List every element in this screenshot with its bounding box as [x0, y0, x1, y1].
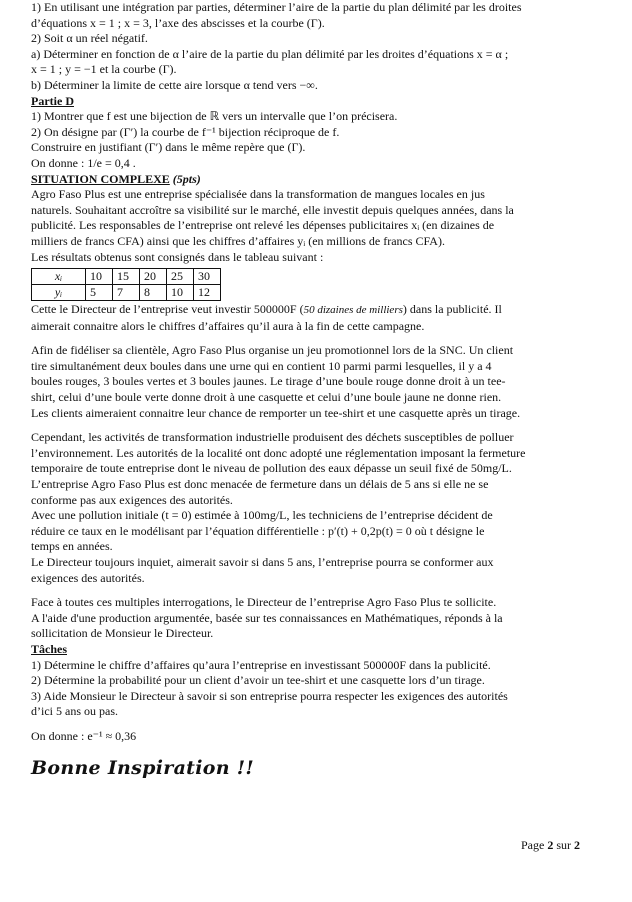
table-cell: 20 [140, 269, 167, 285]
page-of: sur [553, 838, 574, 852]
text-line: A l'aide d'une production argumentée, basée sur tes connaissances en Mathématiques, réponds à la [31, 610, 503, 625]
intro-section [31, 0, 579, 94]
table-row-label: yᵢ [32, 285, 86, 301]
taches-section [31, 642, 579, 745]
text-line: 1) En utilisant une intégration par parties, déterminer l’aire de la partie du plan délimité par les droites [31, 0, 522, 14]
text-line: réduire ce taux en le modélisant par l’équation différentielle : p′(t) + 0,2p(t) = 0 où t désigne le [31, 523, 485, 538]
text-line: Avec une pollution initiale (t = 0) estimée à 100mg/L, les techniciens de l’entreprise décident de [31, 508, 493, 523]
text-line: publicité. Les responsables de l’entreprise ont relevé les dépenses publicitaires xᵢ (en dizaines de [31, 218, 495, 233]
table-row-label: xᵢ [32, 269, 86, 285]
partie-d-heading: Partie D [31, 93, 74, 108]
text-line: 1) Montrer que f est une bijection de ℝ vers un intervalle que l’on précisera. [31, 109, 398, 124]
text-line: 2) Soit α un réel négatif. [31, 31, 148, 46]
text-line: conforme pas aux exigences des autorités. [31, 492, 233, 507]
text-line: shirt, celui d’une boule verte donne droit à une casquette et celui d’une boule jaune ne donne rien. [31, 390, 502, 405]
data-table [31, 268, 221, 301]
text-line: Les résultats obtenus sont consignés dans le tableau suivant : [31, 249, 324, 264]
text-line: naturels. Souhaitant accroître sa visibilité sur le marché, elle investit depuis quelques années, dans la [31, 202, 514, 217]
text-line: 2) Détermine la probabilité pour un client d’avoir un tee-shirt et une casquette lors d’un tirage. [31, 673, 485, 688]
text-line: d’équations x = 1 ; x = 3, l’axe des abscisses et la courbe (Γ). [31, 15, 325, 30]
text-span: ) dans la publicité. Il [402, 302, 502, 317]
taches-heading: Tâches [31, 641, 67, 656]
given-prefix: On donne : [31, 155, 88, 170]
text-line: 2) On désigne par (Γ′) la courbe de f⁻¹ bijection réciproque de f. [31, 124, 340, 139]
situation-title: SITUATION COMPLEXE [31, 171, 170, 186]
text-line: milliers de francs CFA) ainsi que les chiffres d’affaires yᵢ (en millions de francs CFA). [31, 233, 445, 248]
text-line: d’ici 5 ans ou pas. [31, 704, 118, 719]
partie-d-section [31, 94, 579, 172]
text-line: sollicitation de Monsieur le Directeur. [31, 626, 214, 641]
text-line [31, 302, 579, 319]
closing-signature: Bonne Inspiration !! [31, 756, 255, 779]
text-line: tire simultanément deux boules dans une urne qui en contient 10 parmi parmi lesquelles, il y a 4 [31, 358, 492, 373]
given-line [31, 156, 579, 172]
text-line: boules rouges, 3 boules vertes et 3 boules jaunes. Le tirage d’une boule rouge donne droit à un tee- [31, 374, 506, 389]
text-line: Le Directeur toujours inquiet, aimerait savoir si dans 5 ans, l’entreprise pourra se conformer aux [31, 555, 494, 569]
text-line: Les clients aimeraient connaitre leur chance de remporter un tee-shirt et une casquette après un tirage. [31, 405, 521, 420]
table-cell: 10 [86, 269, 113, 285]
text-line: Cependant, les activités de transformation industrielle produisent des déchets susceptibles de polluer [31, 430, 514, 445]
situation-heading [31, 172, 579, 188]
situation-points: (5pts) [172, 171, 201, 186]
text-line: x = 1 ; y = −1 et la courbe (Γ). [31, 62, 177, 77]
table-cell: 12 [194, 285, 221, 301]
page-current: 2 [547, 838, 554, 852]
page-number [521, 838, 580, 854]
text-line: Construire en justifiant (Γ′) dans le même repère que (Γ). [31, 140, 306, 155]
page-label: Page [521, 838, 548, 852]
table-cell: 15 [113, 269, 140, 285]
given-line: On donne : e⁻¹ ≈ 0,36 [31, 728, 137, 743]
text-span: Cette le Directeur de l’entreprise veut investir 500000F ( [31, 302, 304, 317]
text-span-italic: 50 dizaines de milliers [303, 304, 403, 317]
text-line: Face à toutes ces multiples interrogations, le Directeur de l’entreprise Agro Faso Plus te sollicite. [31, 595, 497, 610]
text-line: temps en années. [31, 539, 113, 554]
table-cell: 8 [140, 285, 167, 301]
table-row-y [32, 285, 221, 301]
text-line: l’environnement. Les autorités de la localité ont donc adopté une réglementation imposant la fermeture [31, 445, 526, 460]
text-line: Afin de fidéliser sa clientèle, Agro Faso Plus organise un jeu promotionnel lors de la SNC. Un client [31, 343, 514, 358]
table-cell: 30 [194, 269, 221, 285]
table-cell: 7 [113, 285, 140, 301]
text-line: b) Déterminer la limite de cette aire lorsque α tend vers −∞. [31, 77, 318, 92]
table-cell: 25 [167, 269, 194, 285]
text-line: exigences des autorités. [31, 570, 145, 585]
situation-section [31, 172, 579, 642]
exam-page [31, 0, 579, 779]
text-line: Agro Faso Plus est une entreprise spécialisée dans la transformation de mangues locales en jus [31, 187, 485, 202]
text-line: 3) Aide Monsieur le Directeur à savoir si son entreprise pourra respecter les exigences des autorités [31, 688, 508, 703]
given-formula: 1/e = 0,4 . [87, 155, 136, 170]
text-line: temporaire de toute entreprise dont le niveau de pollution des eaux dépasse un seuil fixé de 50mg/L. [31, 461, 512, 476]
table-cell: 10 [167, 285, 194, 301]
page-total: 2 [574, 838, 580, 852]
table-cell: 5 [86, 285, 113, 301]
text-line: L’entreprise Agro Faso Plus est donc menacée de fermeture dans un délais de 5 ans si elle ne se [31, 477, 489, 492]
text-line: a) Déterminer en fonction de α l’aire de la partie du plan délimité par les droites d’équations x = α ; [31, 46, 509, 61]
text-line: 1) Détermine le chiffre d’affaires qu’aura l’entreprise en investissant 500000F dans la publicité. [31, 657, 491, 672]
text-line: aimerait connaitre alors le chiffres d’affaires qu’il aura à la fin de cette campagne. [31, 318, 425, 333]
table-row-x [32, 269, 221, 285]
